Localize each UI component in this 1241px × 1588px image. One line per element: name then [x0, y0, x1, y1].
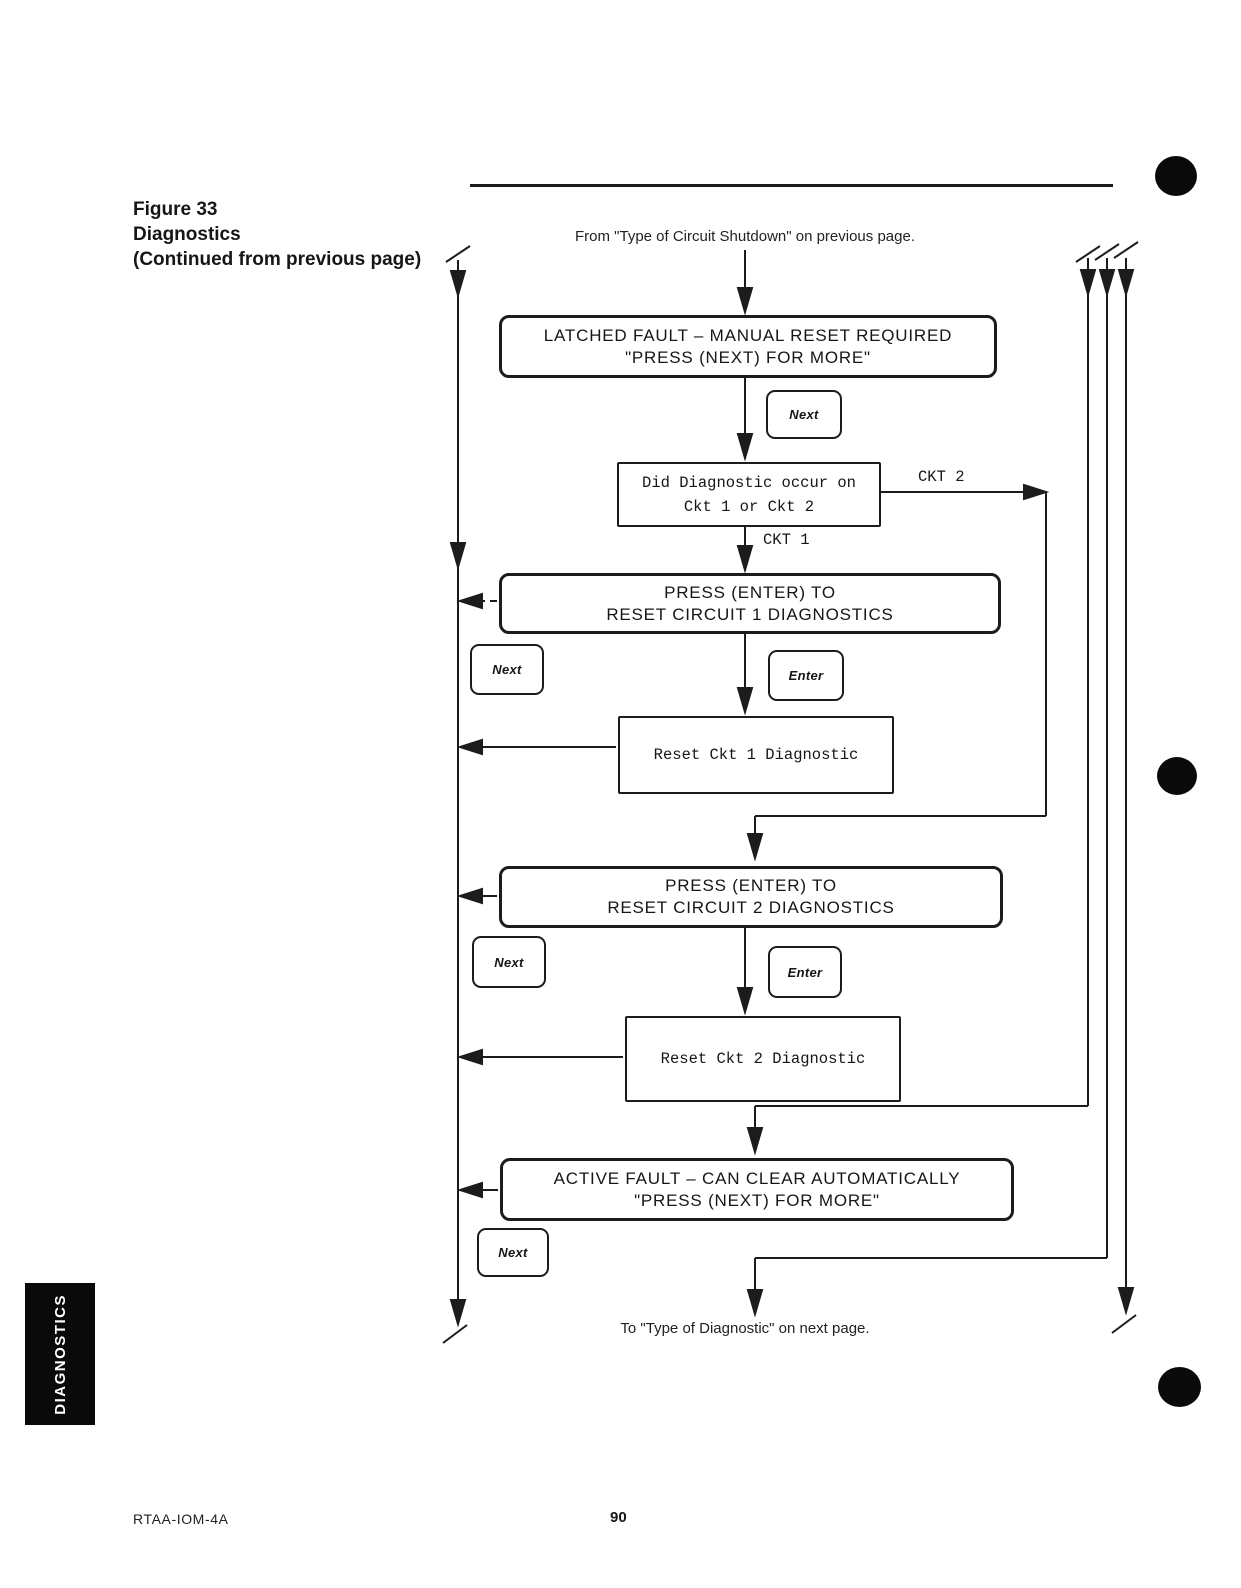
figure-continuation: (Continued from previous page) [133, 249, 422, 270]
figure-number: Figure 33 [133, 199, 218, 220]
note-from-previous-page: From "Type of Circuit Shutdown" on previous page. [575, 228, 915, 245]
box-decision-line1: Did Diagnostic occur on [642, 473, 856, 492]
key-enter-2: Enter [768, 946, 842, 998]
line-left-margin [443, 246, 470, 1343]
box-reset-ckt1-text: Reset Ckt 1 Diagnostic [653, 746, 859, 764]
box-latched-fault-line2: "PRESS (NEXT) FOR MORE" [625, 347, 871, 367]
top-rule [470, 184, 1113, 187]
page-number: 90 [610, 1509, 627, 1526]
tab-diagnostics [25, 1283, 95, 1425]
box-reset-ckt2-text: Reset Ckt 2 Diagnostic [660, 1050, 866, 1068]
box-press-enter-ckt2 [499, 866, 1003, 928]
box-reset-ckt1 [618, 716, 894, 794]
box-latched-fault-line1: LATCHED FAULT – MANUAL RESET REQUIRED [543, 325, 953, 345]
box-press-enter-ckt2-line1: PRESS (ENTER) TO [665, 876, 837, 895]
box-active-fault-line2: "PRESS (NEXT) FOR MORE" [634, 1190, 880, 1210]
box-latched-fault [499, 315, 997, 378]
box-active-fault-line1: ACTIVE FAULT – CAN CLEAR AUTOMATICALLY [553, 1168, 961, 1188]
box-press-enter-ckt1-line1: PRESS (ENTER) TO [664, 582, 836, 602]
line-pass-through [1112, 242, 1138, 1333]
box-decision-ckt [617, 462, 881, 527]
key-next-3: Next [472, 936, 546, 988]
label-ckt1: CKT 1 [760, 531, 813, 549]
box-press-enter-ckt2-line2: RESET CIRCUIT 2 DIAGNOSTICS [607, 898, 895, 917]
figure-caption [133, 197, 421, 272]
box-press-enter-ckt1-line2: RESET CIRCUIT 1 DIAGNOSTICS [606, 604, 894, 624]
box-reset-ckt2 [625, 1016, 901, 1102]
key-next-4: Next [477, 1228, 549, 1277]
key-next-2: Next [470, 644, 544, 695]
note-to-next-page: To "Type of Diagnostic" on next page. [620, 1320, 870, 1337]
tab-diagnostics-label: DIAGNOSTICS [51, 1293, 69, 1415]
binding-dot-2 [1157, 757, 1197, 795]
figure-name: Diagnostics [133, 224, 241, 245]
binding-dot-3 [1158, 1367, 1201, 1407]
box-decision-line2: Ckt 1 or Ckt 2 [683, 497, 815, 516]
key-enter-1: Enter [768, 650, 844, 701]
label-ckt2: CKT 2 [915, 468, 968, 486]
box-active-fault [500, 1158, 1014, 1221]
binding-dot-1 [1155, 156, 1197, 196]
box-press-enter-ckt1 [499, 573, 1001, 634]
key-next-1: Next [766, 390, 842, 439]
footer-doc-code: RTAA-IOM-4A [133, 1511, 229, 1527]
